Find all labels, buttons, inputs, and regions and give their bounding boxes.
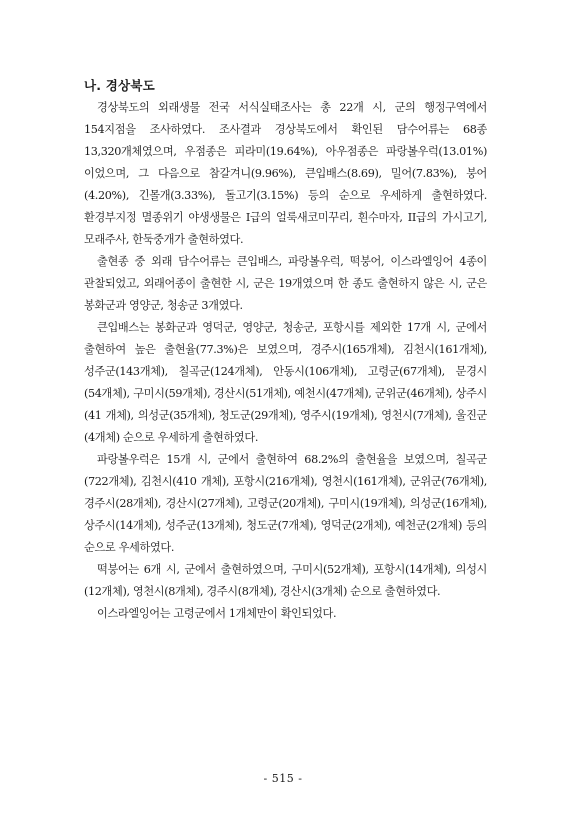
paragraph-bluegill: 파랑볼우럭은 15개 시, 군에서 출현하여 68.2%의 출현율을 보였으며, 칠곡군(722개체), 김천시(410 개체), 포항시(216개체), 영천시(161개체), 군위군(76개체), 경주시(28개체), 경산시(27개체), 고령군(20개체), 구미시(19개체), 의성군(16개체), 상주시(14개체), 성주군(13개체), 청도군(7개체), 영덕군(2개체), 예천군(2개체) 등의 순으로 우세하였다. — [84, 453, 487, 554]
body-text — [84, 97, 487, 625]
paragraph-crucian-carp: 떡붕어는 6개 시, 군에서 출현하였으며, 구미시(52개체), 포항시(14개체), 의성시(12개체), 영천시(8개체), 경주시(8개체), 경산시(3개체) 순으로 출현하였다. — [84, 563, 487, 598]
paragraph-survey-overview: 경상북도의 외래생물 전국 서식실태조사는 총 22개 시, 군의 행정구역에서 154지점을 조사하였다. 조사결과 경상북도에서 확인된 담수어류는 68종 13,320개체였으며, 우점종은 피라미(19.64%), 아우점종은 파랑볼우럭(13.01%)이었으며, 그 다음으로 참갈겨니(9.96%), 큰입배스(8.69), 밀어(7.83%), 붕어(4.20%), 긴몰개(3.33%), 돌고기(3.15%) 등의 순으로 우세하게 출현하였다. 환경부지정 멸종위기 야생생물은 I급의 얼룩새코미꾸리, 흰수마자, II급의 가시고기, 모래주사, 한둑중개가 출현하였다. — [84, 101, 487, 246]
paragraph-alien-species: 출현종 중 외래 담수어류는 큰입배스, 파랑볼우럭, 떡붕어, 이스라엘잉어 4종이 관찰되었고, 외래어종이 출현한 시, 군은 19개였으며 한 종도 출현하지 않은 시, 군은 봉화군과 영양군, 청송군 3개였다. — [84, 255, 487, 312]
paragraph-largemouth-bass: 큰입배스는 봉화군과 영덕군, 영양군, 청송군, 포항시를 제외한 17개 시, 군에서 출현하여 높은 출현율(77.3%)은 보였으며, 경주시(165개체), 김천시(161개체), 성주군(143개체), 칠곡군(124개체), 안동시(106개체), 고령군(67개체), 문경시(54개체), 구미시(59개체), 경산시(51개체), 예천시(47개체), 군위군(46개체), 상주시(41 개체), 의성군(35개체), 청도군(29개체), 영주시(19개체), 영천시(7개체), 울진군(4개체) 순으로 우세하게 출현하였다. — [84, 321, 487, 444]
paragraph-israeli-carp: 이스라엘잉어는 고령군에서 1개체만이 확인되었다. — [97, 607, 337, 620]
section-heading: 나. 경상북도 — [84, 78, 155, 93]
page-number: - 515 - — [263, 772, 303, 785]
